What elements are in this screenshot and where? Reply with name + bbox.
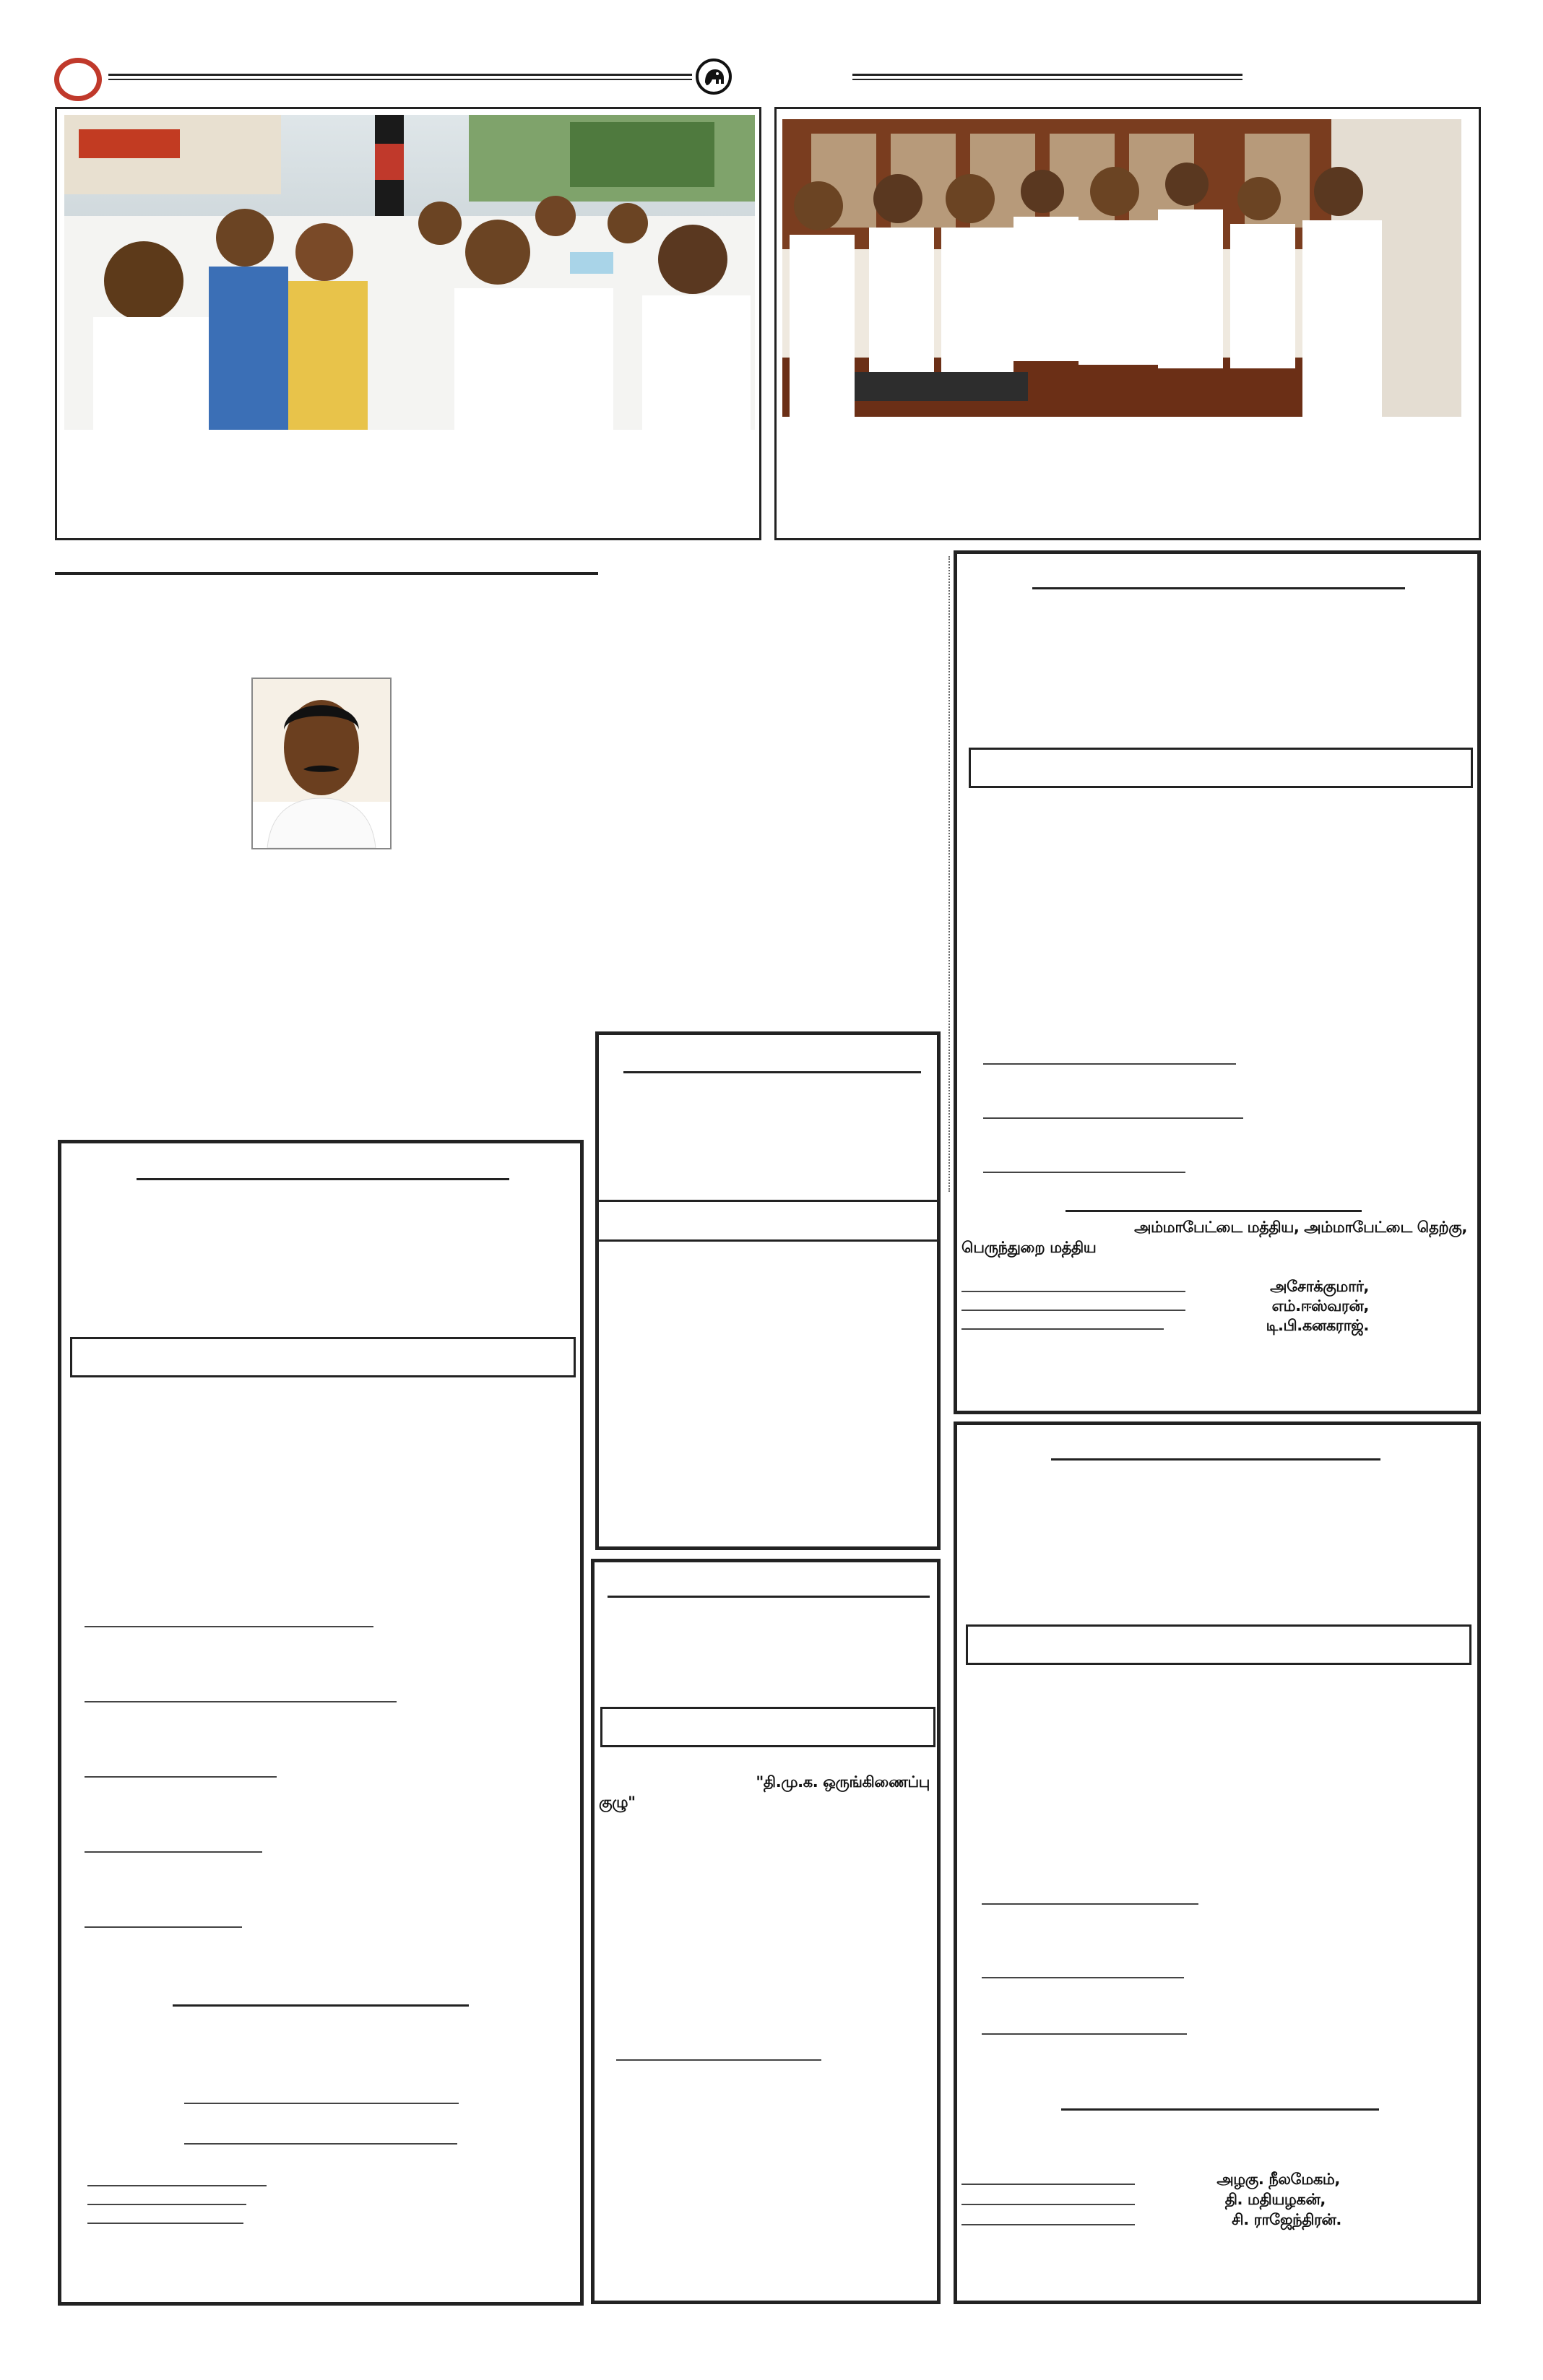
box-right-bottom-title-rule	[1051, 1458, 1380, 1461]
box-left-lower-rule-11	[87, 2223, 243, 2224]
box-right-top-name-rule-3	[961, 1328, 1164, 1330]
box-middle-bottom-subhead	[600, 1707, 935, 1747]
box-left-lower-rule-8	[184, 2143, 457, 2145]
box-right-top-name-rule-2	[961, 1310, 1185, 1311]
article-rule-left-upper	[55, 572, 598, 575]
quote-line-2: குழு"	[599, 1793, 636, 1811]
box-middle-bottom	[591, 1559, 941, 2304]
box-left-lower	[58, 1140, 584, 2306]
signatory-2: தி. மதியழகன்,	[1224, 2191, 1326, 2208]
box-right-top-name-rule-1	[961, 1291, 1185, 1292]
box-right-bottom-name-rule-3	[961, 2224, 1135, 2225]
column-separator	[948, 556, 950, 1192]
box-left-lower-rule-6	[173, 2004, 469, 2007]
box-left-lower-title-rule	[137, 1178, 509, 1180]
box-right-bottom-rule-4	[1061, 2108, 1379, 2111]
box-left-lower-rule-3	[85, 1776, 277, 1778]
designations-line-2: பெருந்துறை மத்திய	[961, 1239, 1097, 1256]
box-left-lower-rule-4	[85, 1851, 262, 1853]
name-3: டி.பி.கனகராஜ்.	[1266, 1317, 1369, 1334]
designations-line: அம்மாபேட்டை மத்திய, அம்மாபேட்டை தெற்கு,	[1134, 1219, 1467, 1236]
signatory-3: சி. ராஜேந்திரன்.	[1232, 2211, 1341, 2228]
box-middle-top-title-rule	[623, 1071, 921, 1073]
box-right-bottom-subhead	[966, 1624, 1471, 1665]
box-left-lower-rule-9	[87, 2185, 267, 2186]
box-middle-top	[595, 1031, 941, 1550]
photo-office-meeting	[782, 119, 1461, 417]
box-right-bottom-name-rule-2	[961, 2204, 1135, 2205]
box-right-top-rule-3	[983, 1172, 1185, 1173]
box-left-lower-rule-5	[85, 1926, 242, 1928]
box-left-lower-rule-1	[85, 1626, 373, 1627]
box-right-bottom	[954, 1421, 1481, 2304]
name-1: அசோக்குமார்,	[1270, 1278, 1369, 1295]
box-right-top	[954, 550, 1481, 1414]
quote-line-1: "தி.மு.க. ஒருங்கிணைப்பு	[756, 1773, 930, 1791]
box-right-top-rule-1	[983, 1063, 1236, 1065]
box-left-lower-rule-7	[184, 2103, 459, 2104]
box-right-top-rule-2	[983, 1117, 1243, 1119]
box-middle-top-subhead	[599, 1200, 937, 1242]
box-right-bottom-rule-1	[982, 1903, 1198, 1905]
photo-box-right	[774, 107, 1481, 540]
box-right-bottom-name-rule-1	[961, 2184, 1135, 2185]
box-left-lower-rule-10	[87, 2204, 246, 2205]
portrait-photo	[251, 678, 392, 849]
header-rule-left	[108, 74, 692, 80]
header-rule-right	[852, 74, 1242, 80]
box-right-bottom-rule-3	[982, 2033, 1187, 2035]
box-right-top-rule-4	[1066, 1210, 1362, 1212]
photo-flag-hoisting	[64, 115, 755, 430]
header-left-icon	[54, 58, 102, 101]
photo-box-left	[55, 107, 761, 540]
box-left-lower-rule-2	[85, 1701, 397, 1702]
signatory-1: அழகு. நீலமேகம்,	[1216, 2171, 1340, 2188]
name-2: எம்.ஈஸ்வரன்,	[1271, 1297, 1369, 1315]
box-right-bottom-rule-2	[982, 1977, 1184, 1978]
box-right-top-title-rule	[1032, 587, 1405, 589]
box-right-top-subhead	[969, 748, 1473, 788]
box-middle-bottom-rule-1	[616, 2059, 821, 2061]
box-left-lower-subhead	[70, 1337, 576, 1377]
elephant-emblem-icon	[695, 58, 732, 95]
box-middle-bottom-title-rule	[608, 1596, 930, 1598]
